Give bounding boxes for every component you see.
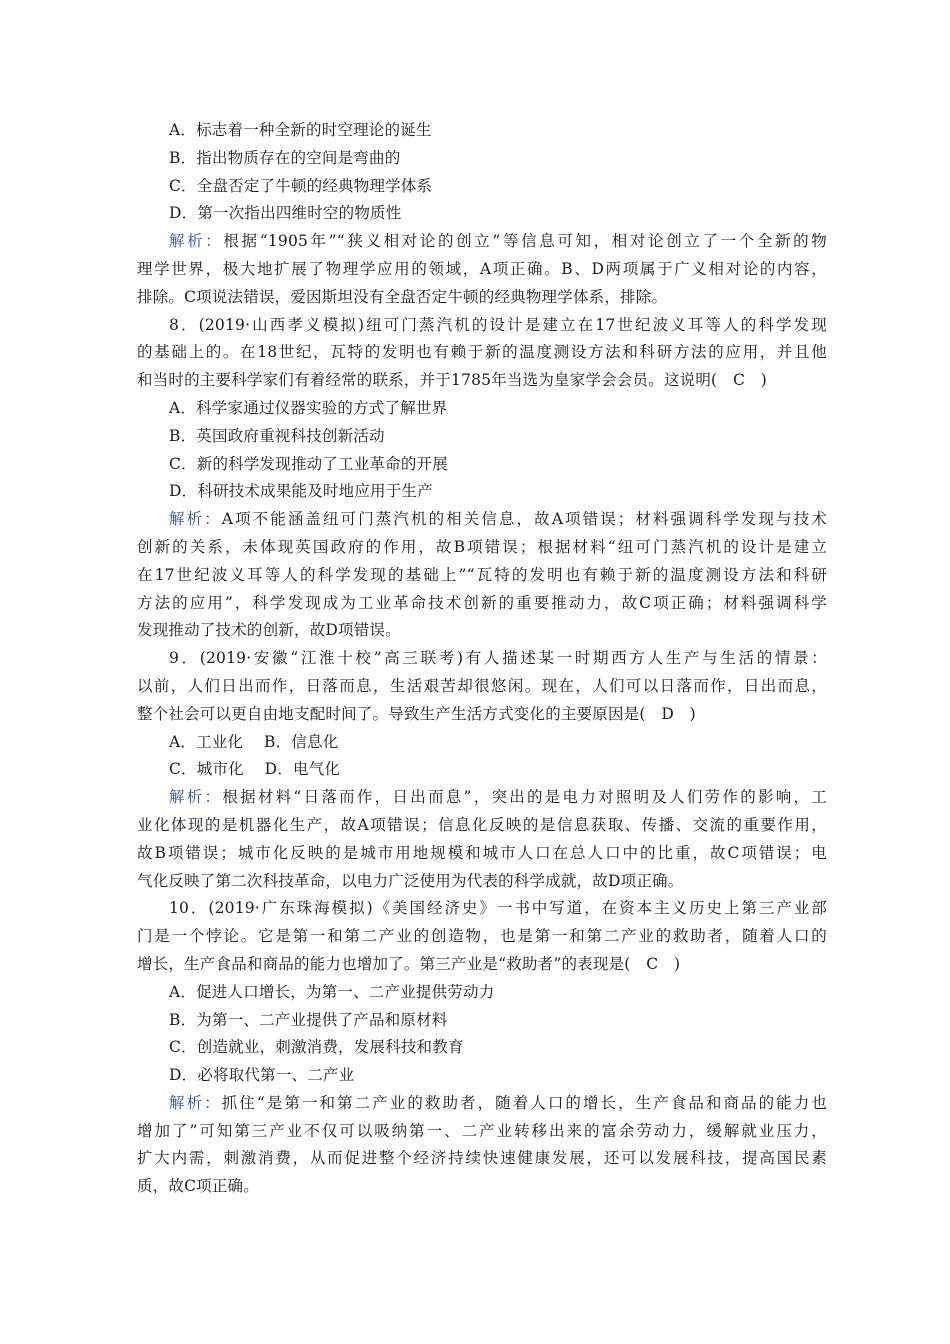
q10-analysis-line-1: 解析：抓住“是第一和第二产业的救助者，随着人口的增长，生产食品和商品的能力也: [169, 1093, 827, 1112]
q8-analysis-line-3: 在17世纪波义耳等人的科学发现的基础上”“瓦特的发明也有赖于新的温度测设方法和科研: [137, 565, 827, 584]
q7-option-c: C．全盘否定了牛顿的经典物理学体系: [169, 176, 433, 195]
q9-stem-line-2: 以前，人们日出而作，日落而息，生活艰苦却很悠闲。现在，人们可以日落而作，日出而息，: [137, 676, 827, 695]
q8-analysis-line-1: 解析：A项不能涵盖纽可门蒸汽机的相关信息，故A项错误；材料强调科学发现与技术: [169, 510, 827, 529]
q10-analysis-line-2: 增加了”可知第三产业不仅可以吸纳第一、二产业转移出来的富余劳动力，缓解就业压力，: [137, 1121, 827, 1140]
q8-analysis-line-5: 发现推动了技术的创新，故D项错误。: [137, 621, 401, 640]
document-page: [137, 117, 827, 1201]
q10-option-c: C．创造就业，刺激消费，发展科技和教育: [169, 1038, 464, 1057]
analysis-label: 解析：: [169, 510, 222, 529]
q10-stem-line-3: 增长，生产食品和商品的能力也增加了。第三产业是“救助者”的表现是( C ): [137, 954, 681, 973]
q7-option-a: A．标志着一种全新的时空理论的诞生: [169, 121, 432, 139]
q7-option-b: B．指出物质存在的空间是弯曲的: [169, 148, 401, 167]
q9-analysis-line-4: 气化反映了第二次科技革命，以电力广泛使用为代表的科学成就，故D项正确。: [137, 871, 684, 890]
q10-analysis-line-3: 扩大内需，刺激消费，从而促进整个经济持续快速健康发展，还可以发展科技，提高国民素: [137, 1149, 827, 1168]
analysis-label: 解析：: [169, 1093, 222, 1112]
q9-analysis-line-3: 故B项错误；城市化反映的是城市用地规模和城市人口在总人口中的比重，故C项错误；电: [137, 843, 827, 862]
q10-stem-line-1: 10．(2019·广东珠海模拟)《美国经济史》一书中写道，在资本主义历史上第三产业部: [169, 899, 827, 918]
q9-options-row-2: C．城市化 D．电气化: [169, 760, 341, 779]
q8-analysis-line-4: 方法的应用”，科学发现成为工业革命技术创新的重要推动力，故C项正确；材料强调科学: [137, 593, 827, 612]
q7-analysis-line-3: 排除。C项说法错误，爱因斯坦没有全盘否定牛顿的经典物理学体系，排除。: [137, 287, 668, 306]
q10-option-a: A．促进人口增长，为第一、二产业提供劳动力: [169, 982, 495, 1001]
q10-stem-line-2: 门是一个悖论。它是第一和第二产业的创造物，也是第一和第二产业的救助者，随着人口的: [137, 927, 827, 946]
q8-option-d: D．科研技术成果能及时地应用于生产: [169, 482, 433, 501]
q8-stem-line-3: 和当时的主要科学家们有着经常的联系，并于1785年当选为皇家学会会员。这说明( C ): [137, 371, 768, 390]
q10-option-d: D．必将取代第一、二产业: [169, 1066, 355, 1085]
q9-analysis-line-2: 业化体现的是机器化生产，故A项错误；信息化反映的是信息获取、传播、交流的重要作用，: [137, 815, 827, 834]
q8-analysis-line-2: 创新的关系，未体现英国政府的作用，故B项错误；根据材料“纽可门蒸汽机的设计是建立: [137, 537, 827, 556]
q9-analysis-line-1: 解析：根据材料“日落而作，日出而息”，突出的是电力对照明及人们劳作的影响，工: [169, 788, 827, 807]
q9-options-row-1: A．工业化 B．信息化: [169, 732, 339, 751]
analysis-label: 解析：: [169, 232, 224, 251]
q10-option-b: B．为第一、二产业提供了产品和原材料: [169, 1010, 448, 1029]
q8-option-c: C．新的科学发现推动了工业革命的开展: [169, 454, 448, 473]
q7-analysis-line-1: 解析：根据“1905年”“狭义相对论的创立”等信息可知，相对论创立了一个全新的物: [169, 232, 827, 251]
q7-option-d: D．第一次指出四维时空的物质性: [169, 204, 402, 223]
analysis-label: 解析：: [169, 788, 223, 807]
q9-stem-line-3: 整个社会可以更自由地支配时间了。导致生产生活方式变化的主要原因是( D ): [137, 704, 696, 723]
q7-analysis-line-2: 理学世界，极大地扩展了物理学应用的领域，A项正确。B、D两项属于广义相对论的内容，: [137, 259, 827, 278]
q8-option-a: A．科学家通过仪器实验的方式了解世界: [169, 398, 448, 417]
q9-stem-line-1: 9．(2019·安徽“江淮十校”高三联考)有人描述某一时期西方人生产与生活的情景：: [169, 649, 827, 668]
q8-option-b: B．英国政府重视科技创新活动: [169, 426, 385, 445]
q10-analysis-line-4: 质，故C项正确。: [137, 1177, 259, 1196]
q8-stem-line-2: 的基础上的。在18世纪，瓦特的发明也有赖于新的温度测设方法和科研方法的应用，并且他: [137, 343, 827, 362]
q8-stem-line-1: 8．(2019·山西孝义模拟)纽可门蒸汽机的设计是建立在17世纪波义耳等人的科学发现: [169, 315, 827, 334]
